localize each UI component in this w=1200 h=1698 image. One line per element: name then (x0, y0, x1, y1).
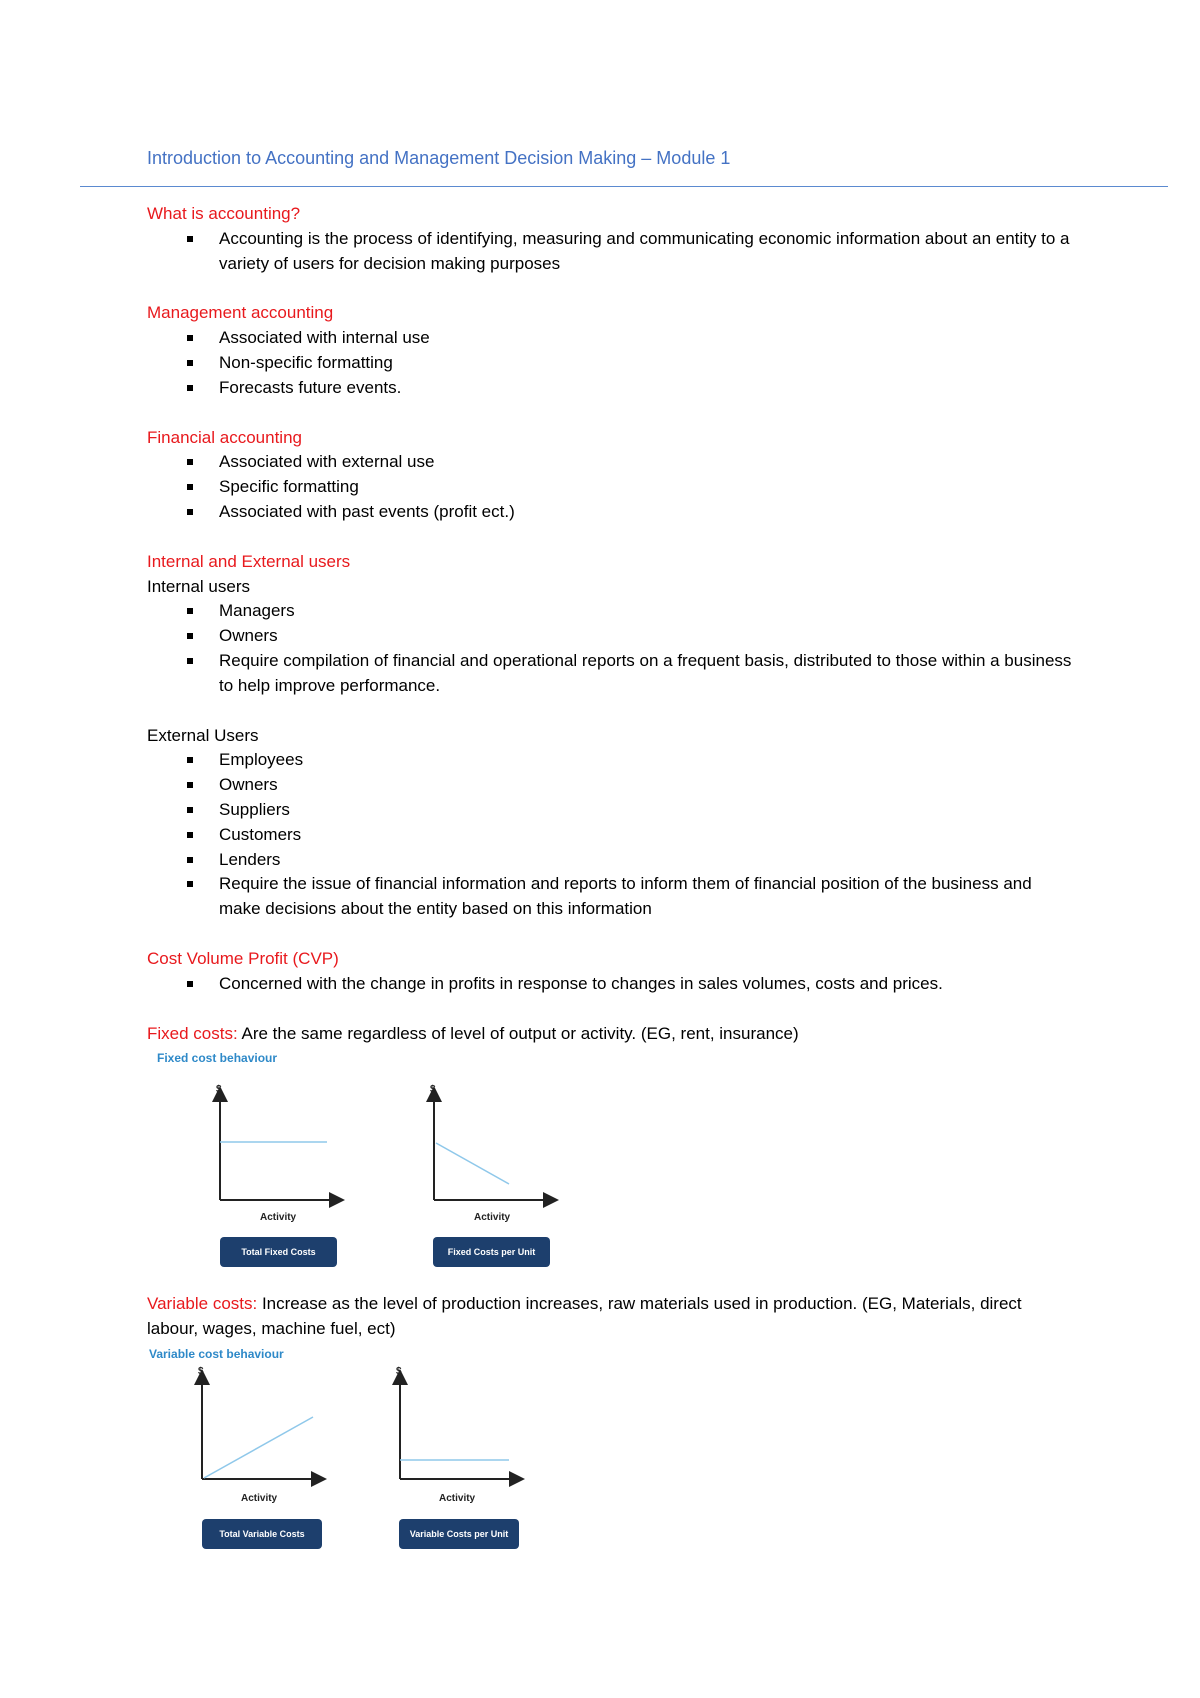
list-item: Customers (219, 823, 1077, 848)
list-item: Forecasts future events. (219, 376, 1077, 401)
variable-cost-diagram (147, 1342, 567, 1552)
header-divider (80, 186, 1168, 187)
total-variable-y-label: $ (198, 1365, 204, 1377)
fixed-per-unit-y-label: $ (430, 1084, 436, 1096)
fixed-costs-text: Are the same regardless of level of output or activity. (EG, rent, insurance) (237, 1023, 799, 1043)
fixed-per-unit-x-label: Activity (474, 1212, 511, 1224)
heading-financial-accounting: Financial accounting (147, 427, 302, 447)
heading-what-is-accounting: What is accounting? (147, 204, 301, 223)
financial-list (147, 450, 1077, 524)
variable-costs-text: Increase as the level of production increases, raw materials used in production. (EG, Materials, direct labour, wages, machine fuel, ect) (147, 1294, 1022, 1339)
list-item: Require the issue of financial information and reports to inform them of financial position of the business and make decisions about the entity based on this information (219, 872, 1077, 922)
fixed-cost-diagram (147, 1046, 567, 1268)
management-list (147, 326, 1077, 400)
list-item: Require compilation of financial and operational reports on a frequent basis, distributed to those within a business to help improve performance. (219, 649, 1077, 699)
internal-users-list (147, 599, 1077, 698)
total-variable-costs-label: Total Variable Costs (202, 1519, 322, 1549)
external-users-label: External Users (147, 725, 259, 745)
page-title: Introduction to Accounting and Management Decision Making – Module 1 (147, 148, 731, 168)
heading-users: Internal and External users (147, 551, 351, 571)
list-item: Concerned with the change in profits in response to changes in sales volumes, costs and prices. (219, 972, 1077, 997)
external-users-list (147, 748, 1077, 922)
total-fixed-costs-label: Total Fixed Costs (220, 1237, 337, 1267)
list-item: Associated with internal use (219, 326, 1077, 351)
fixed-cost-graphs (147, 1046, 567, 1268)
fixed-costs-paragraph (147, 1022, 1077, 1047)
list-item: Associated with external use (219, 450, 1077, 475)
variable-costs-per-unit-label: Variable Costs per Unit (399, 1519, 519, 1549)
variable-per-unit-y-label: $ (396, 1365, 402, 1377)
list-item: Associated with past events (profit ect.) (219, 500, 1077, 525)
variable-per-unit-x-label: Activity (439, 1492, 476, 1504)
total-fixed-y-label: $ (216, 1084, 222, 1096)
variable-cost-diagram-title: Variable cost behaviour (149, 1346, 284, 1361)
document-body (147, 202, 1077, 1552)
total-variable-x-label: Activity (241, 1492, 278, 1504)
list-item: Non-specific formatting (219, 351, 1077, 376)
total-fixed-x-label: Activity (260, 1212, 297, 1224)
heading-cvp: Cost Volume Profit (CVP) (147, 948, 339, 968)
list-item: Specific formatting (219, 475, 1077, 500)
internal-users-label: Internal users (147, 576, 250, 596)
variable-costs-paragraph (147, 1292, 1077, 1342)
fixed-cost-diagram-title: Fixed cost behaviour (157, 1051, 278, 1066)
list-item: Employees (219, 748, 1077, 773)
list-item: Accounting is the process of identifying, measuring and communicating economic information about an entity to a variety of users for decision making purposes (219, 227, 1077, 277)
list-item: Owners (219, 624, 1077, 649)
list-item: Owners (219, 773, 1077, 798)
variable-costs-heading: Variable costs: (147, 1294, 258, 1314)
what-is-list (147, 227, 1077, 277)
list-item: Managers (219, 599, 1077, 624)
heading-management-accounting: Management accounting (147, 303, 334, 323)
total-variable-cost-line (204, 1417, 313, 1478)
fixed-costs-per-unit-label: Fixed Costs per Unit (433, 1237, 550, 1267)
cvp-list (147, 972, 1077, 997)
list-item: Suppliers (219, 798, 1077, 823)
list-item: Lenders (219, 848, 1077, 873)
fixed-costs-heading: Fixed costs: (147, 1023, 238, 1043)
fixed-per-unit-cost-line (436, 1143, 509, 1184)
